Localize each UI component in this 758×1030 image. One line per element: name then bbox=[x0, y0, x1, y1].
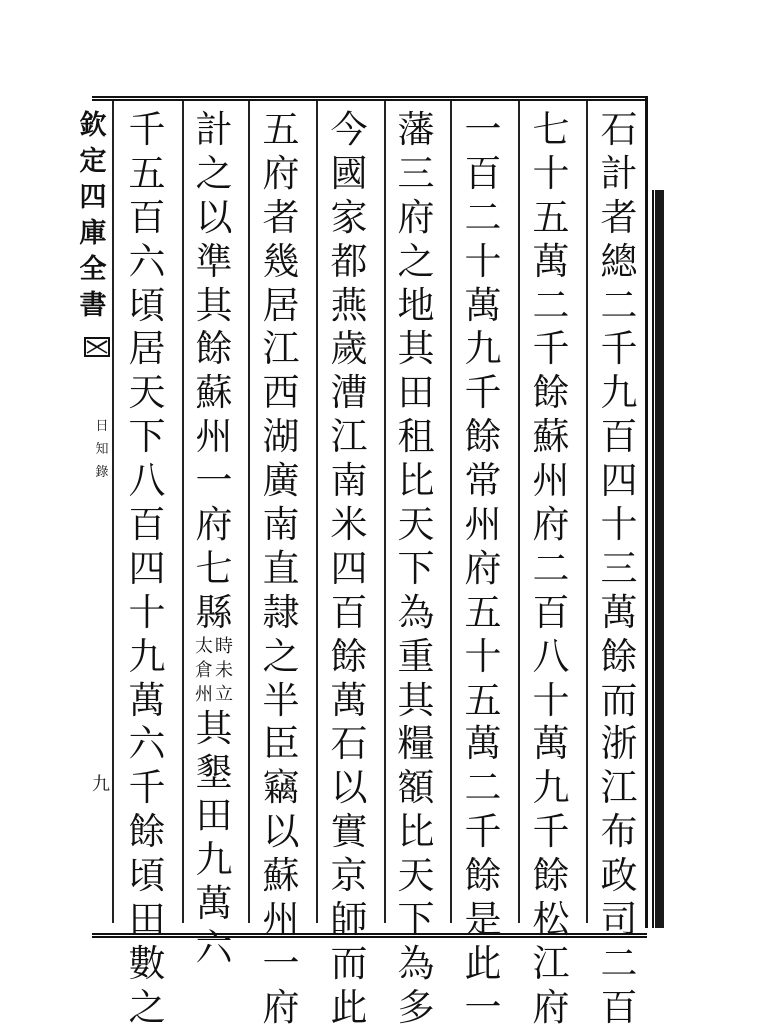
text-char: 多 bbox=[397, 985, 435, 1029]
text-char: 半 bbox=[262, 678, 300, 722]
fishtail-mark-icon bbox=[84, 336, 110, 358]
text-char: 石 bbox=[600, 108, 638, 151]
text-char: 地 bbox=[397, 283, 435, 327]
text-char: 十 bbox=[128, 590, 166, 634]
text-char: 蘇 bbox=[532, 415, 570, 459]
text-char: 府 bbox=[397, 195, 435, 239]
text-char: 餘 bbox=[532, 371, 570, 415]
text-char: 五 bbox=[532, 195, 570, 239]
text-char: 總 bbox=[600, 239, 638, 283]
text-char: 而 bbox=[330, 941, 368, 985]
text-char: 江 bbox=[330, 415, 368, 459]
column-rule bbox=[248, 101, 250, 923]
text-char: 者 bbox=[600, 195, 638, 239]
text-char: 常 bbox=[464, 459, 502, 503]
note-char: 州 bbox=[195, 683, 213, 705]
text-char: 居 bbox=[128, 327, 166, 371]
text-char: 以 bbox=[262, 810, 300, 854]
text-char: 十 bbox=[532, 678, 570, 722]
note-char: 太 bbox=[195, 635, 213, 657]
page-edge-shadow bbox=[655, 190, 664, 928]
text-char: 四 bbox=[128, 546, 166, 590]
text-char: 藩 bbox=[397, 108, 435, 151]
text-char: 千 bbox=[600, 327, 638, 371]
text-column bbox=[120, 108, 174, 1030]
text-char: 是 bbox=[464, 898, 502, 942]
text-char: 實 bbox=[330, 810, 368, 854]
text-column bbox=[389, 108, 443, 1030]
text-char: 之 bbox=[397, 239, 435, 283]
column-rule bbox=[316, 101, 318, 923]
text-char: 南 bbox=[262, 503, 300, 547]
text-char: 直 bbox=[262, 546, 300, 590]
text-char: 準 bbox=[195, 239, 233, 283]
text-char: 田 bbox=[397, 371, 435, 415]
text-char: 浙 bbox=[600, 722, 638, 766]
text-char: 師 bbox=[330, 898, 368, 942]
text-char: 府 bbox=[195, 503, 233, 547]
text-char: 燕 bbox=[330, 283, 368, 327]
column-rule bbox=[384, 101, 386, 923]
text-char: 數 bbox=[128, 941, 166, 985]
text-char: 七 bbox=[195, 546, 233, 590]
series-title-char: 四 bbox=[79, 182, 107, 213]
book-title-char: 日 bbox=[95, 419, 109, 434]
text-char: 隷 bbox=[262, 590, 300, 634]
text-char: 之 bbox=[195, 151, 233, 195]
text-char: 十 bbox=[464, 239, 502, 283]
text-char: 千 bbox=[464, 810, 502, 854]
text-char: 餘 bbox=[128, 810, 166, 854]
text-char: 千 bbox=[532, 810, 570, 854]
text-char: 府 bbox=[532, 985, 570, 1029]
text-char: 四 bbox=[330, 546, 368, 590]
text-char: 天 bbox=[397, 503, 435, 547]
text-char: 京 bbox=[330, 854, 368, 898]
text-char: 都 bbox=[330, 239, 368, 283]
text-char: 其 bbox=[195, 706, 233, 750]
text-char: 廣 bbox=[262, 459, 300, 503]
text-char: 五 bbox=[128, 151, 166, 195]
text-char: 萬 bbox=[128, 678, 166, 722]
text-char: 萬 bbox=[464, 722, 502, 766]
text-char: 州 bbox=[195, 415, 233, 459]
text-char: 六 bbox=[195, 926, 233, 970]
text-char: 家 bbox=[330, 195, 368, 239]
text-char: 百 bbox=[532, 590, 570, 634]
text-char: 田 bbox=[128, 898, 166, 942]
text-char: 百 bbox=[128, 195, 166, 239]
text-char: 此 bbox=[464, 941, 502, 985]
text-char: 萬 bbox=[600, 590, 638, 634]
text-char: 三 bbox=[397, 151, 435, 195]
column-rule bbox=[450, 101, 452, 923]
note-char: 立 bbox=[215, 683, 233, 705]
text-char: 百 bbox=[464, 151, 502, 195]
text-char: 頃 bbox=[128, 283, 166, 327]
series-title-char: 庫 bbox=[79, 218, 107, 249]
text-char: 五 bbox=[464, 678, 502, 722]
text-char: 一 bbox=[464, 985, 502, 1029]
text-char: 六 bbox=[128, 722, 166, 766]
text-char: 計 bbox=[600, 151, 638, 195]
note-column-right bbox=[215, 635, 233, 707]
text-char: 餘 bbox=[600, 634, 638, 678]
text-char: 田 bbox=[195, 794, 233, 838]
page-edge-line bbox=[652, 190, 654, 928]
note-char: 倉 bbox=[195, 659, 213, 681]
text-char: 湖 bbox=[262, 415, 300, 459]
text-char: 千 bbox=[128, 108, 166, 151]
text-char: 千 bbox=[464, 371, 502, 415]
text-char: 西 bbox=[262, 371, 300, 415]
text-char: 餘 bbox=[464, 415, 502, 459]
text-char: 下 bbox=[128, 415, 166, 459]
text-char: 其 bbox=[397, 327, 435, 371]
text-char: 縣 bbox=[195, 590, 233, 634]
series-title-char: 定 bbox=[79, 146, 107, 177]
text-char: 一 bbox=[195, 459, 233, 503]
text-char: 比 bbox=[397, 810, 435, 854]
text-char: 二 bbox=[532, 546, 570, 590]
text-char: 者 bbox=[262, 195, 300, 239]
book-title-char: 知 bbox=[95, 442, 109, 457]
text-char: 天 bbox=[128, 371, 166, 415]
text-char: 百 bbox=[600, 415, 638, 459]
text-char: 餘 bbox=[532, 854, 570, 898]
text-char: 萬 bbox=[195, 882, 233, 926]
text-char: 租 bbox=[397, 415, 435, 459]
text-char: 國 bbox=[330, 151, 368, 195]
text-char: 五 bbox=[464, 590, 502, 634]
text-char: 居 bbox=[262, 283, 300, 327]
text-char: 糧 bbox=[397, 722, 435, 766]
text-char: 州 bbox=[532, 459, 570, 503]
text-char: 萬 bbox=[532, 239, 570, 283]
series-title-char: 書 bbox=[79, 290, 107, 321]
text-char: 而 bbox=[600, 678, 638, 722]
text-column bbox=[592, 108, 646, 1030]
text-char: 江 bbox=[532, 941, 570, 985]
text-char: 九 bbox=[128, 634, 166, 678]
text-char: 松 bbox=[532, 898, 570, 942]
text-char: 二 bbox=[600, 941, 638, 985]
text-char: 米 bbox=[330, 503, 368, 547]
text-char: 以 bbox=[195, 195, 233, 239]
text-char: 四 bbox=[600, 459, 638, 503]
text-char: 百 bbox=[330, 590, 368, 634]
text-char: 府 bbox=[262, 151, 300, 195]
text-char: 二 bbox=[532, 283, 570, 327]
text-char: 以 bbox=[330, 766, 368, 810]
note-column-left bbox=[195, 635, 213, 707]
text-char: 漕 bbox=[330, 371, 368, 415]
text-char: 江 bbox=[600, 766, 638, 810]
text-char: 十 bbox=[532, 151, 570, 195]
column-rule bbox=[182, 101, 184, 923]
text-char: 蘇 bbox=[262, 854, 300, 898]
column-rule bbox=[112, 101, 114, 923]
text-char: 九 bbox=[600, 371, 638, 415]
note-char: 時 bbox=[215, 635, 233, 657]
text-column bbox=[524, 108, 578, 1030]
text-char: 蘇 bbox=[195, 371, 233, 415]
text-char: 十 bbox=[464, 634, 502, 678]
text-char: 二 bbox=[600, 283, 638, 327]
text-char: 一 bbox=[464, 108, 502, 151]
text-char: 下 bbox=[397, 898, 435, 942]
text-column bbox=[456, 108, 510, 1030]
text-column bbox=[254, 108, 308, 1030]
text-char: 萬 bbox=[330, 678, 368, 722]
text-char: 七 bbox=[532, 108, 570, 151]
text-char: 重 bbox=[397, 634, 435, 678]
text-char: 州 bbox=[262, 898, 300, 942]
text-char: 幾 bbox=[262, 239, 300, 283]
text-char: 之 bbox=[128, 985, 166, 1029]
text-char: 九 bbox=[532, 766, 570, 810]
series-title-char: 全 bbox=[79, 254, 107, 285]
text-char: 九 bbox=[195, 838, 233, 882]
text-char: 其 bbox=[397, 678, 435, 722]
text-char: 其 bbox=[195, 283, 233, 327]
text-char: 為 bbox=[397, 941, 435, 985]
text-char: 計 bbox=[195, 108, 233, 151]
series-title bbox=[76, 108, 110, 324]
text-char: 歲 bbox=[330, 327, 368, 371]
text-char: 天 bbox=[397, 854, 435, 898]
text-char: 二 bbox=[464, 195, 502, 239]
text-char: 八 bbox=[532, 634, 570, 678]
text-char: 九 bbox=[464, 327, 502, 371]
text-char: 臣 bbox=[262, 722, 300, 766]
text-char: 之 bbox=[262, 634, 300, 678]
text-char: 額 bbox=[397, 766, 435, 810]
text-char: 一 bbox=[262, 941, 300, 985]
text-char: 餘 bbox=[195, 327, 233, 371]
text-char: 三 bbox=[600, 546, 638, 590]
text-char: 百 bbox=[600, 985, 638, 1029]
text-char: 萬 bbox=[464, 283, 502, 327]
text-char: 百 bbox=[128, 503, 166, 547]
text-char: 江 bbox=[262, 327, 300, 371]
column-rule bbox=[518, 101, 520, 923]
page-number: 九 bbox=[92, 774, 110, 795]
text-char: 州 bbox=[464, 503, 502, 547]
text-char: 府 bbox=[262, 985, 300, 1029]
text-char: 府 bbox=[532, 503, 570, 547]
column-rule bbox=[586, 101, 588, 923]
text-column bbox=[322, 108, 376, 1030]
text-char: 頃 bbox=[128, 854, 166, 898]
note-char: 未 bbox=[215, 659, 233, 681]
text-char: 萬 bbox=[532, 722, 570, 766]
text-char: 餘 bbox=[330, 634, 368, 678]
text-char: 司 bbox=[600, 898, 638, 942]
text-char: 二 bbox=[464, 766, 502, 810]
text-char: 南 bbox=[330, 459, 368, 503]
text-char: 比 bbox=[397, 459, 435, 503]
text-char: 六 bbox=[128, 239, 166, 283]
text-char: 十 bbox=[600, 503, 638, 547]
text-char: 此 bbox=[330, 985, 368, 1029]
text-char: 府 bbox=[464, 546, 502, 590]
text-char: 墾 bbox=[195, 750, 233, 794]
book-title bbox=[92, 415, 112, 484]
interlinear-note bbox=[187, 635, 241, 707]
text-char: 竊 bbox=[262, 766, 300, 810]
text-char: 為 bbox=[397, 590, 435, 634]
text-char: 千 bbox=[128, 766, 166, 810]
text-char: 布 bbox=[600, 810, 638, 854]
book-title-char: 錄 bbox=[95, 465, 109, 480]
text-char: 五 bbox=[262, 108, 300, 151]
text-char: 下 bbox=[397, 546, 435, 590]
text-char: 今 bbox=[330, 108, 368, 151]
text-char: 八 bbox=[128, 459, 166, 503]
text-char: 千 bbox=[532, 327, 570, 371]
text-column bbox=[187, 108, 241, 970]
text-char: 石 bbox=[330, 722, 368, 766]
text-char: 政 bbox=[600, 854, 638, 898]
text-char: 餘 bbox=[464, 854, 502, 898]
series-title-char: 欽 bbox=[79, 110, 107, 141]
